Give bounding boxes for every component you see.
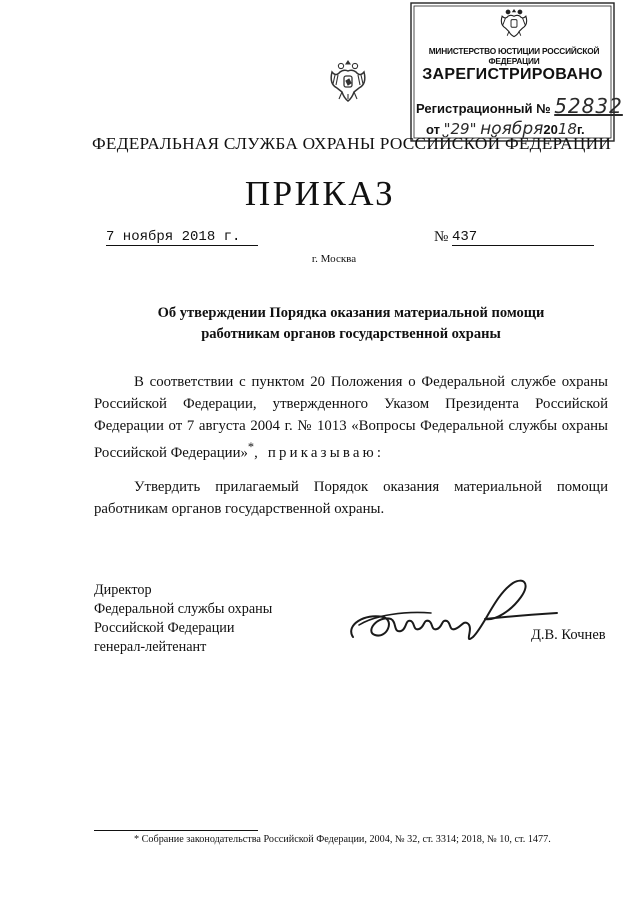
signer-position-2: Федеральной службы охраны	[94, 601, 273, 617]
order-city: г. Москва	[311, 253, 357, 265]
coat-of-arms-icon	[327, 58, 369, 104]
stamp-date-prefix: от	[426, 122, 440, 137]
body-paragraph-1	[94, 372, 608, 465]
paragraph-2-text: Утвердить прилагаемый Порядок оказания материальной помощи работникам органов государственной охраны.	[94, 479, 608, 517]
registration-stamp	[410, 2, 623, 142]
order-subject	[134, 303, 568, 345]
order-subject-line-1: Об утверждении Порядка оказания материальной помощи	[157, 305, 545, 321]
order-number: 437	[452, 229, 594, 246]
body-paragraph-2	[94, 477, 608, 521]
signer-block	[94, 581, 272, 657]
footnote-divider	[94, 830, 258, 831]
stamp-title: ЗАРЕГИСТРИРОВАНО	[422, 66, 603, 83]
footnote-mark: *	[247, 440, 255, 455]
stamp-date-year-prefix: 20	[543, 122, 558, 137]
stamp-ministry: МИНИСТЕРСТВО ЮСТИЦИИ РОССИЙСКОЙ ФЕДЕРАЦИИ	[428, 46, 600, 66]
signer-position-1: Директор	[94, 582, 152, 598]
stamp-date-year: 18	[557, 120, 577, 138]
document-type: ПРИКАЗ	[244, 174, 396, 213]
stamp-date-month: ноября	[480, 119, 544, 139]
signer-rank: генерал-лейтенант	[94, 639, 207, 655]
agency-name: ФЕДЕРАЛЬНАЯ СЛУЖБА ОХРАНЫ РОССИЙСКОЙ ФЕДЕРАЦИИ	[92, 134, 612, 153]
signer-position-3: Российской Федерации	[94, 620, 235, 636]
footnote-text: * Собрание законодательства Российской Федерации, 2004, № 32, ст. 3314; 2018, № 10, ст. 1477.	[134, 834, 551, 845]
order-word: , приказываю:	[254, 445, 385, 462]
paragraph-1-text: В соответствии с пунктом 20 Положения о Федеральной службе охраны Российской Федерации, утвержденного Указом Президента Российской Федерации от 7 августа 2004 г. № 1013 «Вопросы Федеральной службы охраны Российской Федерации»	[94, 374, 608, 462]
signer-name: Д.В. Кочнев	[531, 627, 606, 643]
stamp-date-suffix: г.	[576, 122, 585, 137]
order-date: 7 ноября 2018 г.	[106, 229, 258, 246]
order-subject-line-2: работникам органов государственной охраны	[201, 326, 501, 342]
stamp-reg-number: 52832	[554, 94, 623, 118]
stamp-registration	[416, 94, 623, 118]
stamp-date-day: "29"	[443, 120, 477, 138]
stamp-reg-label: Регистрационный №	[416, 101, 551, 116]
stamp-eagle-emblem-icon	[497, 6, 531, 40]
order-number-label: №	[434, 229, 449, 245]
